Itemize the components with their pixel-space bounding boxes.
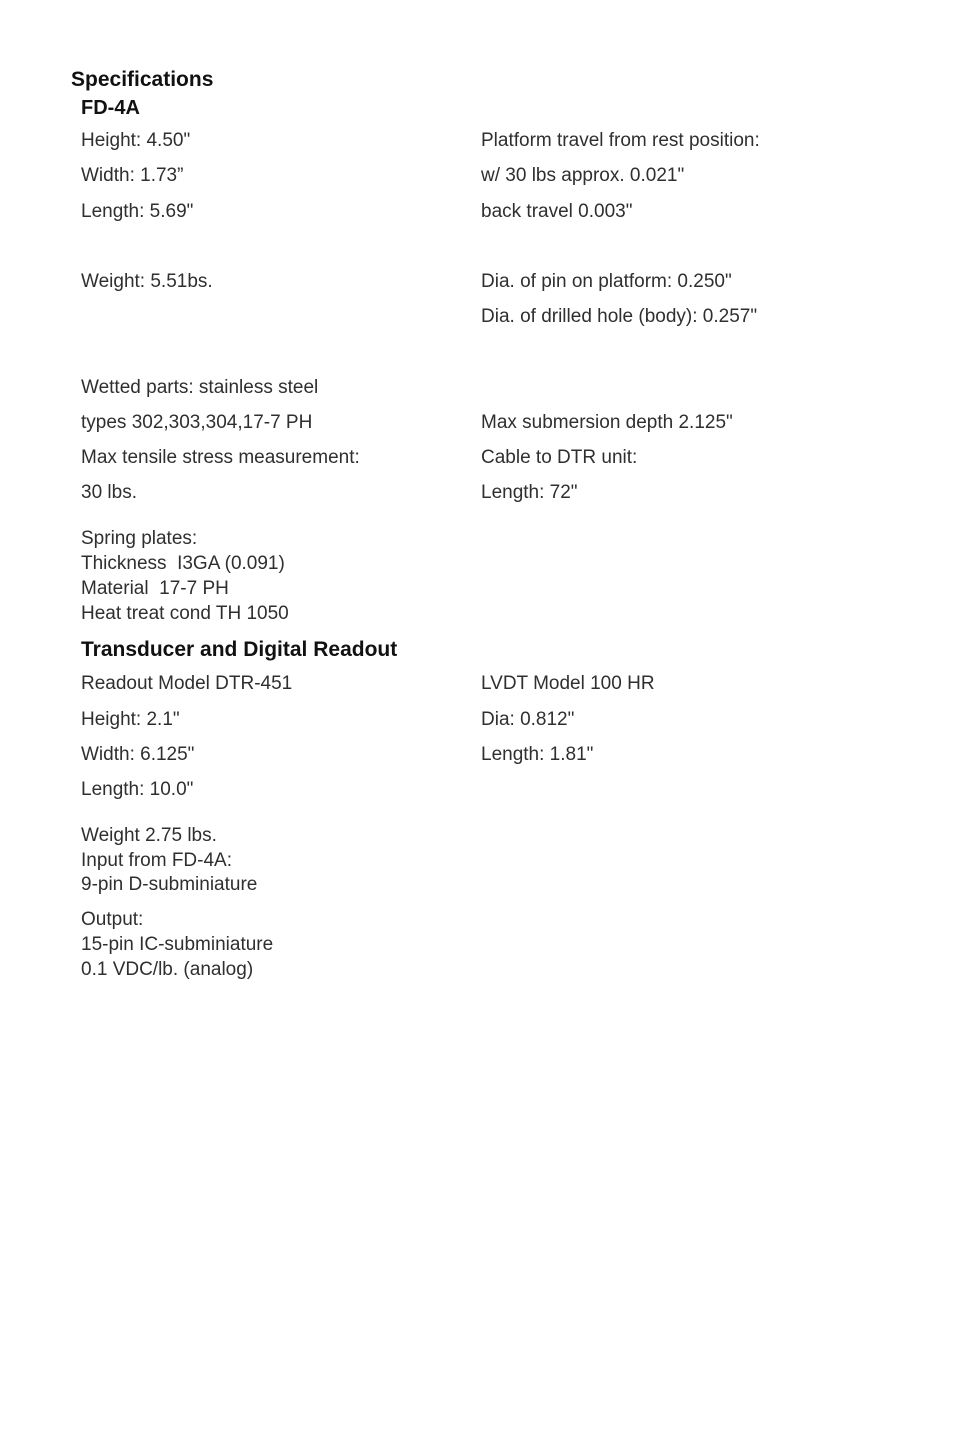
lvdt-model: LVDT Model 100 HR [481,673,655,694]
readout-height: Height: 2.1" [81,709,180,730]
fd4a-spring-heat-treat: Heat treat cond TH 1050 [81,603,289,624]
page-title: Specifications [71,68,214,91]
readout-output-connector: 15-pin IC-subminiature [81,934,274,955]
fd4a-width: Width: 1.73” [81,165,184,186]
section-heading-fd4a: FD-4A [81,97,140,119]
fd4a-height: Height: 4.50" [81,130,191,151]
readout-output-signal: 0.1 VDC/lb. (analog) [81,959,254,980]
section-heading-transducer: Transducer and Digital Readout [81,638,398,661]
fd4a-spring-material: Material 17-7 PH [81,578,229,599]
fd4a-tensile-value: 30 lbs. [81,482,137,503]
lvdt-length: Length: 1.81" [481,744,594,765]
fd4a-spring-plates: Spring plates: [81,528,198,549]
fd4a-steel-types: types 302,303,304,17-7 PH [81,412,313,433]
fd4a-back-travel: back travel 0.003" [481,201,633,222]
fd4a-travel-30lbs: w/ 30 lbs approx. 0.021" [481,165,685,186]
readout-length: Length: 10.0" [81,779,194,800]
readout-model: Readout Model DTR-451 [81,673,293,694]
readout-weight: Weight 2.75 lbs. [81,825,217,846]
readout-output-label: Output: [81,909,144,930]
fd4a-cable-length: Length: 72" [481,482,578,503]
fd4a-submersion-depth: Max submersion depth 2.125" [481,412,733,433]
fd4a-weight: Weight: 5.51bs. [81,271,213,292]
fd4a-hole-diameter: Dia. of drilled hole (body): 0.257" [481,306,758,327]
readout-input-connector: 9-pin D-subminiature [81,874,258,895]
readout-width: Width: 6.125" [81,744,195,765]
fd4a-wetted-parts: Wetted parts: stainless steel [81,377,319,398]
readout-input-label: Input from FD-4A: [81,850,232,871]
lvdt-diameter: Dia: 0.812" [481,709,575,730]
fd4a-spring-thickness: Thickness I3GA (0.091) [81,553,285,574]
fd4a-tensile-label: Max tensile stress measurement: [81,447,360,468]
fd4a-cable-label: Cable to DTR unit: [481,447,638,468]
fd4a-platform-travel: Platform travel from rest position: [481,130,760,151]
fd4a-pin-diameter: Dia. of pin on platform: 0.250" [481,271,732,292]
fd4a-length: Length: 5.69" [81,201,194,222]
